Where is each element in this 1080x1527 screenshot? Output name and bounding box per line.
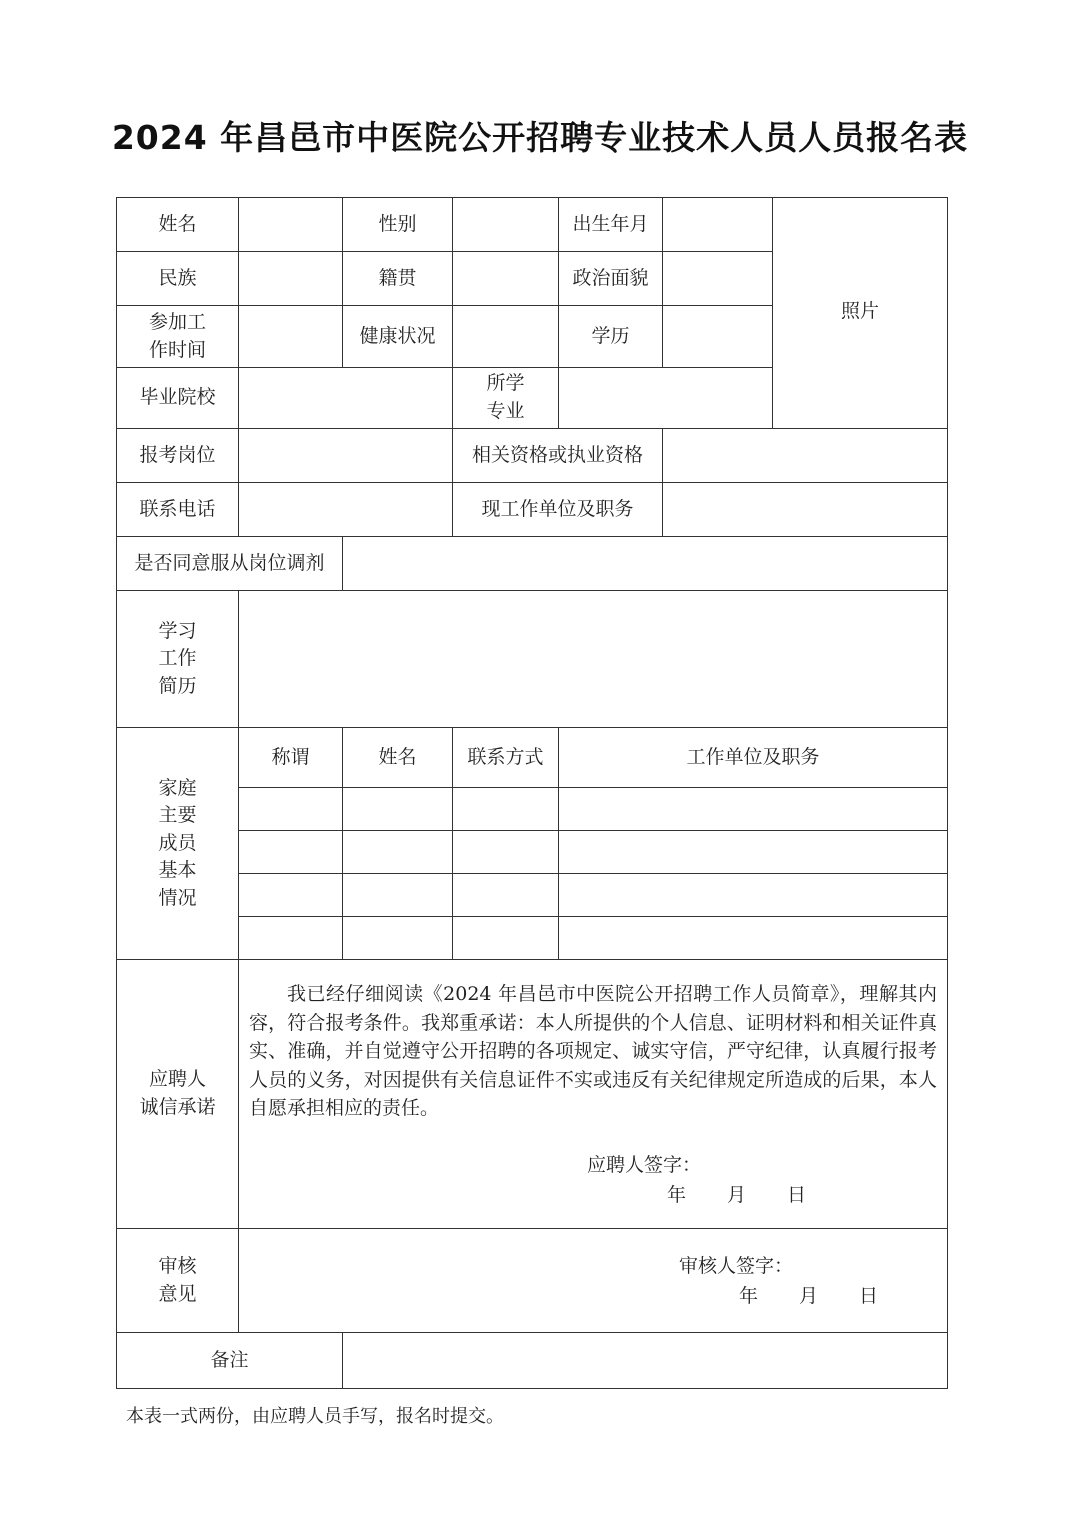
- reviewer-date: [739, 1283, 919, 1311]
- family-cell[interactable]: [453, 917, 559, 960]
- work-start-field[interactable]: [239, 306, 343, 368]
- family-cell[interactable]: [559, 917, 948, 960]
- health-field[interactable]: [453, 306, 559, 368]
- reviewer-signature-label: 审核人签字：: [679, 1255, 794, 1277]
- family-label: [117, 728, 239, 960]
- phone-label: 联系电话: [117, 483, 239, 537]
- qualification-field[interactable]: [663, 429, 948, 483]
- photo-box[interactable]: [773, 198, 948, 429]
- major-label-line: 专业: [486, 400, 525, 422]
- family-cell[interactable]: [559, 788, 948, 831]
- family-cell[interactable]: [343, 874, 453, 917]
- major-label: [453, 368, 559, 429]
- family-header-job: 工作单位及职务: [559, 728, 948, 788]
- birth-label: 出生年月: [559, 198, 663, 252]
- name-label: 姓名: [117, 198, 239, 252]
- birth-field[interactable]: [663, 198, 773, 252]
- adjust-field[interactable]: [343, 537, 948, 591]
- work-start-label-line: 参加工: [148, 310, 206, 333]
- review-label-line: 意见: [158, 1282, 197, 1305]
- family-cell[interactable]: [343, 917, 453, 960]
- date-year: 年: [667, 1183, 687, 1206]
- family-cell[interactable]: [239, 874, 343, 917]
- family-cell[interactable]: [453, 874, 559, 917]
- major-field[interactable]: [559, 368, 773, 429]
- family-cell[interactable]: [239, 917, 343, 960]
- resume-label-line: 学习: [158, 619, 197, 642]
- family-label-line: 情况: [158, 886, 197, 909]
- date-day: 日: [787, 1183, 807, 1206]
- gender-label: 性别: [343, 198, 453, 252]
- name-field[interactable]: [239, 198, 343, 252]
- family-label-line: 主要: [158, 804, 197, 827]
- native-place-field[interactable]: [453, 252, 559, 306]
- phone-field[interactable]: [239, 483, 453, 537]
- qualification-label: 相关资格或执业资格: [453, 429, 663, 483]
- gender-field[interactable]: [453, 198, 559, 252]
- promise-label-line: 应聘人: [148, 1068, 206, 1091]
- date-day: 日: [859, 1284, 879, 1307]
- review-label: [117, 1229, 239, 1333]
- promise-label-line: 诚信承诺: [139, 1096, 216, 1118]
- family-cell[interactable]: [559, 831, 948, 874]
- review-label-line: 审核: [158, 1254, 197, 1277]
- reviewer-signature-block: [679, 1253, 919, 1310]
- applicant-signature-label: 应聘人签字：: [587, 1154, 702, 1176]
- health-label: 健康状况: [343, 306, 453, 368]
- family-header-relation: 称谓: [239, 728, 343, 788]
- family-label-line: 家庭: [158, 776, 197, 799]
- resume-label: [117, 591, 239, 728]
- ethnicity-label: 民族: [117, 252, 239, 306]
- family-label-line: 成员: [158, 831, 197, 854]
- promise-label: [117, 960, 239, 1229]
- promise-text: 我已经仔细阅读《2024 年昌邑市中医院公开招聘工作人员简章》，理解其内容，符合报考条件。我郑重承诺：本人所提供的个人信息、证明材料和相关证件真实、准确，并自觉遵守公开招聘的各项规定、诚实守信，严守纪律，认真履行报考人员的义务，对因提供有关信息证件不实或违反有关纪律规定所造成的后果，本人自愿承担相应的责任。: [249, 983, 937, 1119]
- applicant-signature-block[interactable]: [587, 1152, 847, 1209]
- political-status-label: 政治面貌: [559, 252, 663, 306]
- photo-label: 照片: [840, 300, 879, 322]
- school-field[interactable]: [239, 368, 453, 429]
- footnote: 本表一式两份，由应聘人员手写，报名时提交。: [126, 1406, 504, 1427]
- family-cell[interactable]: [453, 788, 559, 831]
- position-label: 报考岗位: [117, 429, 239, 483]
- date-month: 月: [799, 1284, 819, 1307]
- family-label-line: 基本: [158, 859, 197, 882]
- family-header-name: 姓名: [343, 728, 453, 788]
- date-month: 月: [727, 1183, 747, 1206]
- promise-cell: [239, 960, 948, 1229]
- family-cell[interactable]: [559, 874, 948, 917]
- family-cell[interactable]: [453, 831, 559, 874]
- work-start-label: [117, 306, 239, 368]
- resume-label-line: 工作: [158, 647, 197, 670]
- family-cell[interactable]: [239, 831, 343, 874]
- family-cell[interactable]: [343, 831, 453, 874]
- major-label-line: 所学: [486, 372, 525, 395]
- political-status-field[interactable]: [663, 252, 773, 306]
- resume-label-line: 简历: [158, 674, 197, 697]
- resume-field[interactable]: [239, 591, 948, 728]
- form-title: 2024 年昌邑市中医院公开招聘专业技术人员人员报名表: [111, 118, 969, 157]
- school-label: 毕业院校: [117, 368, 239, 429]
- education-field[interactable]: [663, 306, 773, 368]
- review-cell[interactable]: [239, 1229, 948, 1333]
- date-year: 年: [739, 1284, 759, 1307]
- native-place-label: 籍贯: [343, 252, 453, 306]
- work-start-label-line: 作时间: [148, 338, 206, 361]
- position-field[interactable]: [239, 429, 453, 483]
- remarks-label: 备注: [117, 1333, 343, 1389]
- family-header-contact: 联系方式: [453, 728, 559, 788]
- current-job-label: 现工作单位及职务: [453, 483, 663, 537]
- ethnicity-field[interactable]: [239, 252, 343, 306]
- current-job-field[interactable]: [663, 483, 948, 537]
- remarks-field[interactable]: [343, 1333, 948, 1389]
- registration-form: [116, 197, 948, 1389]
- applicant-date: [667, 1182, 847, 1210]
- education-label: 学历: [559, 306, 663, 368]
- family-cell[interactable]: [343, 788, 453, 831]
- adjust-label: 是否同意服从岗位调剂: [117, 537, 343, 591]
- family-cell[interactable]: [239, 788, 343, 831]
